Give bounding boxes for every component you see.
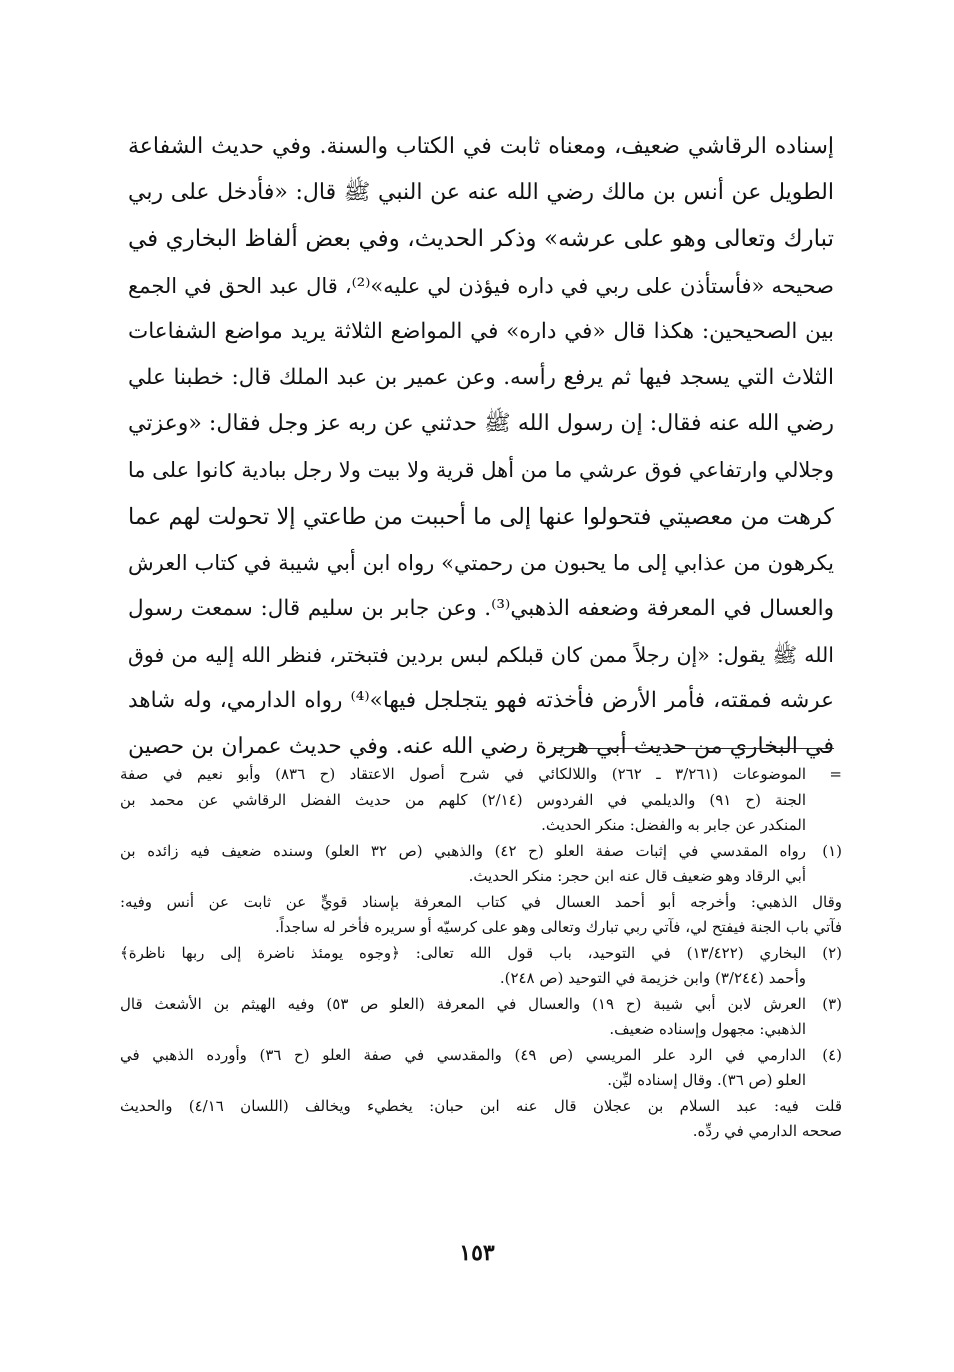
footnote-continuation	[120, 762, 842, 839]
footnote-marker: (١)	[822, 841, 842, 860]
main-text	[128, 124, 834, 771]
footnote-line: الموضوعات (٣/٢٦١ ـ ٢٦٢) واللالكائي في شرح أصول الاعتقاد (ح ٨٣٦) وأبو نعيم في صفة	[120, 765, 806, 783]
body-line: بين الصحيحين: هكذا قال «في داره» في المواضع الثلاثة يريد مواضع الشفاعات	[128, 318, 834, 344]
body-line: الثلاث التي يسجد فيها ثم يرفع رأسه. وعن عمير بن عبد الملك قال: خطبنا علي	[128, 364, 834, 390]
body-line: كرهت من معصيتي فتحولوا عنها إلى ما أحببت من طاعتي إلا تحولت لهم عما	[128, 503, 834, 530]
body-line: عرشه فمقته، فأمر الأرض فأخذته فهو يتجلجل فيها»⁽⁴⁾ رواه الدارمي، وله شاهد	[128, 688, 834, 714]
footnote-1-note	[120, 890, 842, 941]
footnote-line: العلو (ص ٣٦). وقال إسناده ليِّن.	[607, 1071, 806, 1089]
footnote-marker: (٣)	[822, 994, 842, 1013]
footnote-line: رواه المقدسي في إثبات صفة العلو (ح ٤٢) والذهبي (ص ٣٢ العلو) وسنده ضعيف فيه زائده بن	[120, 841, 806, 860]
footnote-marker: (٢)	[822, 943, 842, 962]
body-line: الله ﷺ يقول: «إن رجلاً ممن كان قبلكم لبس بردين فتبختر، فنظر الله إليه من فوق	[128, 643, 834, 668]
body-line: تبارك وتعالى وهو على عرشه» وذكر الحديث، وفي بعض ألفاظ البخاري في	[128, 226, 834, 253]
footnote-line: الجنة (ح ٩١) والديلمي في الفردوس (٢/١٤) كلهم من حديث الفضل الرقاشي عن محمد بن	[120, 790, 806, 809]
body-line: يكرهون من عذابي إلى ما يحبون من رحمتي» رواه ابن أبي شيبة في كتاب العرش	[128, 550, 834, 575]
body-line: رضي الله عنه فقال: إن رسول الله ﷺ حدثني عن ربه عز وجل فقال: «وعزتي	[128, 411, 834, 437]
footnotes	[120, 762, 842, 1145]
footnote-line: وقال الذهبي: وأخرجه أبو أحمد العسال في كتاب المعرفة بإسناد قويٍّ عن ثابت عن أنس وفيه:	[120, 892, 842, 911]
footnote-2	[120, 941, 842, 992]
footnote-4-note	[120, 1094, 842, 1145]
body-line: صحيحه «فأستأذن على ربي في داره فيؤذن لي عليه»⁽²⁾، قال عبد الحق في الجمع	[128, 273, 834, 298]
footnote-line: قلت فيه: عبد السلام بن عجلان قال عنه ابن حبان: يخطيء ويخالف (اللسان ٤/١٦) والحديث	[120, 1096, 842, 1115]
body-line: والعسال في المعرفة وضعفه الذهبي⁽³⁾. وعن جابر بن سليم قال: سمعت رسول	[128, 595, 834, 621]
page-number: ١٥٣	[459, 1240, 495, 1266]
footnote-marker: =	[829, 765, 842, 783]
footnote-marker: (٤)	[822, 1045, 842, 1064]
body-line: إسناده الرقاشي ضعيف، ومعناه ثابت في الكتاب والسنة. وفي حديث الشفاعة	[128, 134, 834, 159]
body-line: الطويل عن أنس بن مالك رضي الله عنه عن النبي ﷺ قال: «فأدخل على ربي	[128, 180, 834, 206]
body-line: وجلالي وارتفاعي فوق عرشي ما من أهل قرية ولا بيت ولا رجل ببادية كانوا على ما	[127, 458, 834, 483]
footnote-line: وأحمد (٣/٢٤٤) وابن خزيمة في التوحيد (ص ٢٤٨).	[499, 969, 806, 987]
footnote-4	[120, 1043, 842, 1094]
footnote-line: أبي الرقاد وهو ضعيف قال عنه ابن حجر: منكر الحديث.	[468, 867, 806, 885]
footnote-divider	[556, 748, 834, 749]
footnote-line: البخاري (١٣/٤٢٢) في التوحيد، باب قول الله تعالى: ﴿وجوه يومئذ ناضرة إلى ربها ناظرة﴾	[120, 943, 807, 962]
footnote-1	[120, 839, 842, 890]
footnote-line: الذهبي: مجهول وإسناده ضعيف.	[609, 1020, 806, 1038]
footnote-line: المنكدر عن جابر به والفضل: منكر الحديث.	[541, 816, 806, 834]
footnote-line: فآتي باب الجنة فيفتح لي، فآتي ربي تبارك وتعالى وهو على كرسيّه أو سريره فأخر له ساجداً.	[274, 918, 842, 936]
footnote-line: صححه الدارمي في ردِّه.	[692, 1122, 842, 1140]
footnote-3	[120, 992, 842, 1043]
footnote-line: الدارمي في الرد علر المريسي (ص ٤٩) والمقدسي في صفة العلو (ح ٣٦) وأورده الذهبي في	[120, 1045, 806, 1064]
footnote-line: العرش لابن أبي شيبة (ح ١٩) والعسال في المعرفة (العلو ص ٥٣) وفيه الهيثم بن الأشعث قال	[120, 994, 807, 1013]
body-line: في البخاري من حديث أبي هريرة رضي الله عنه. وفي حديث عمران بن حصين	[128, 734, 834, 760]
